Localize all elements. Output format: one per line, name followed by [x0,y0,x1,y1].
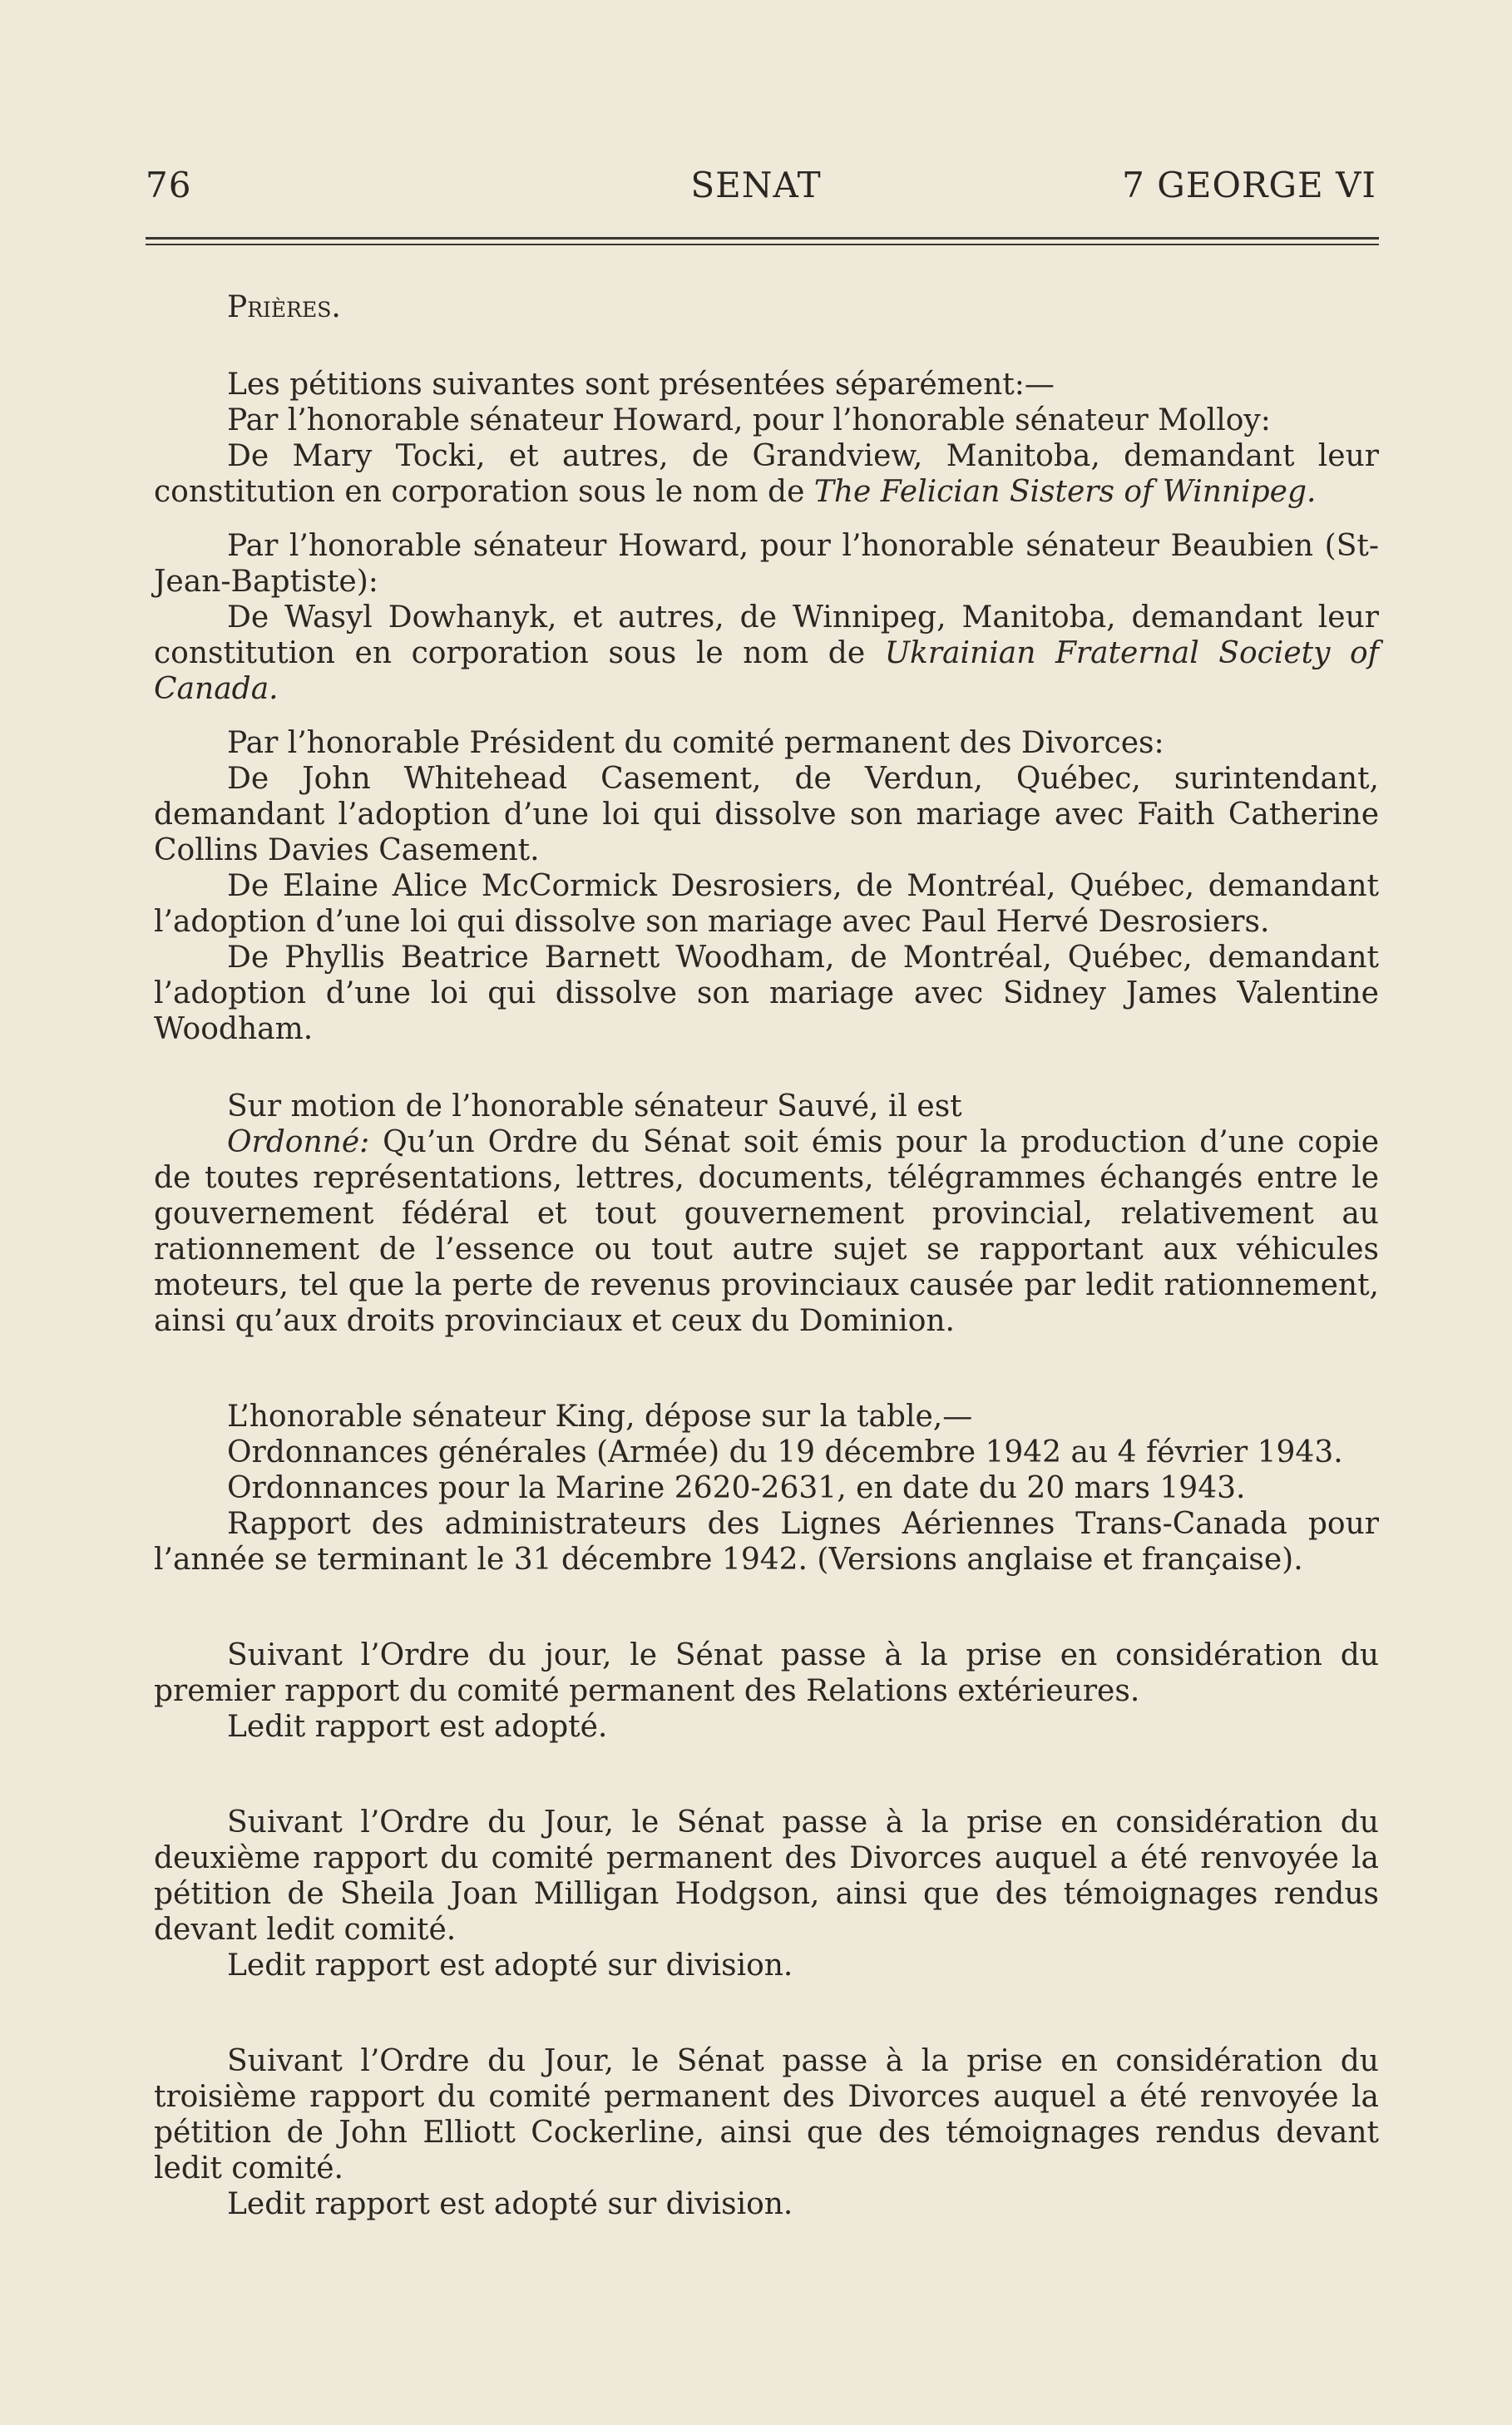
order-of-day-3-result: Ledit rapport est adopté sur division. [227,2187,793,2221]
petition-2-corporation-name: Ukrainian Fraternal Society of Canada. [154,636,1379,706]
tabled-document-2: Ordonnances pour la Marine 2620-2631, en date du 20 mars 1943. [227,1471,1246,1505]
header-rule-top [146,237,1379,240]
page-body [154,249,1379,2222]
petition-1-presenter: Par l’honorable sénateur Howard, pour l’honorable sénateur Molloy: [227,403,1271,437]
reign-label: 7 GEORGE VI [1122,165,1376,205]
tabled-document-3: Rapport des administrateurs des Lignes Aériennes Trans-Canada pour l’année se terminant le 31 décembre 1942. (Versions anglaise et française). [154,1507,1379,1577]
order-of-day-3: Suivant l’Ordre du Jour, le Sénat passe à la prise en considération du troisième rapport du comité permanent des Divorces auquel a été renvoyée la pétition de John Elliott Cockerline, ainsi que des témoignages rendus devant ledit comité. [154,2044,1379,2185]
order-of-day-1: Suivant l’Ordre du jour, le Sénat passe à la prise en considération du premier rapport du comité permanent des Relations extérieures. [154,1638,1379,1708]
divorce-petition-2: De Elaine Alice McCormick Desrosiers, de Montréal, Québec, demandant l’adoption d’une loi qui dissolve son mariage avec Paul Hervé Desrosiers. [154,869,1379,939]
order-of-day-2: Suivant l’Ordre du Jour, le Sénat passe à la prise en considération du deuxième rapport du comité permanent des Divorces auquel a été renvoyée la pétition de Sheila Joan Milligan Hodgson, ainsi que des témoignages rendus devant ledit comité. [154,1805,1379,1947]
petitions-intro: Les pétitions suivantes sont présentées séparément:— [227,368,1055,402]
header-rule-bottom [146,244,1379,245]
ordonne-text: Qu’un Ordre du Sénat soit émis pour la production d’une copie de toutes représentations, lettres, documents, télégrammes échangés entre le gouvernement fédéral et tout gouvernement provincial, relativement au rationnement de l’essence ou tout autre sujet se rapportant aux véhicules moteurs, tel que la perte de revenus provinciaux causée par ledit rationnement, ainsi qu’aux droits provinciaux et ceux du Dominion. [154,1125,1379,1338]
petition-2-presenter: Par l’honorable sénateur Howard, pour l’honorable sénateur Beaubien (St-Jean-Baptiste): [154,529,1379,599]
order-of-day-1-result: Ledit rapport est adopté. [227,1710,608,1744]
ordonne-paragraph [154,1124,1379,1339]
divorce-petition-1: De John Whitehead Casement, de Verdun, Québec, surintendant, demandant l’adoption d’une loi qui dissolve son mariage avec Faith Catherine Collins Davies Casement. [154,762,1379,867]
petition-3-presenter: Par l’honorable Président du comité permanent des Divorces: [227,726,1164,760]
section-heading-prieres: Prières. [227,290,341,324]
petition-1-text [154,438,1379,510]
ordonne-label: Ordonné: [227,1125,370,1159]
order-of-day-2-result: Ledit rapport est adopté sur division. [227,1948,793,1983]
motion-intro: Sur motion de l’honorable sénateur Sauvé, il est [227,1089,962,1124]
petition-2-text [154,600,1379,707]
petition-1-corporation-name: The Felician Sisters of Winnipeg. [813,475,1317,509]
petition-1-body: De Mary Tocki, et autres, de Grandview, Manitoba, demandant leur constitution en corporation sous le nom de [154,439,1379,509]
running-title: SENAT [690,165,822,205]
divorce-petition-3: De Phyllis Beatrice Barnett Woodham, de Montréal, Québec, demandant l’adoption d’une loi qui dissolve son mariage avec Sidney James Valentine Woodham. [154,941,1379,1046]
tabled-document-1: Ordonnances générales (Armée) du 19 décembre 1942 au 4 février 1943. [227,1435,1343,1469]
page-number: 76 [146,165,192,205]
tabled-documents-intro: L’honorable sénateur King, dépose sur la table,— [227,1400,973,1434]
petition-2-body: De Wasyl Dowhanyk, et autres, de Winnipeg, Manitoba, demandant leur constitution en corporation sous le nom de [154,600,1379,670]
